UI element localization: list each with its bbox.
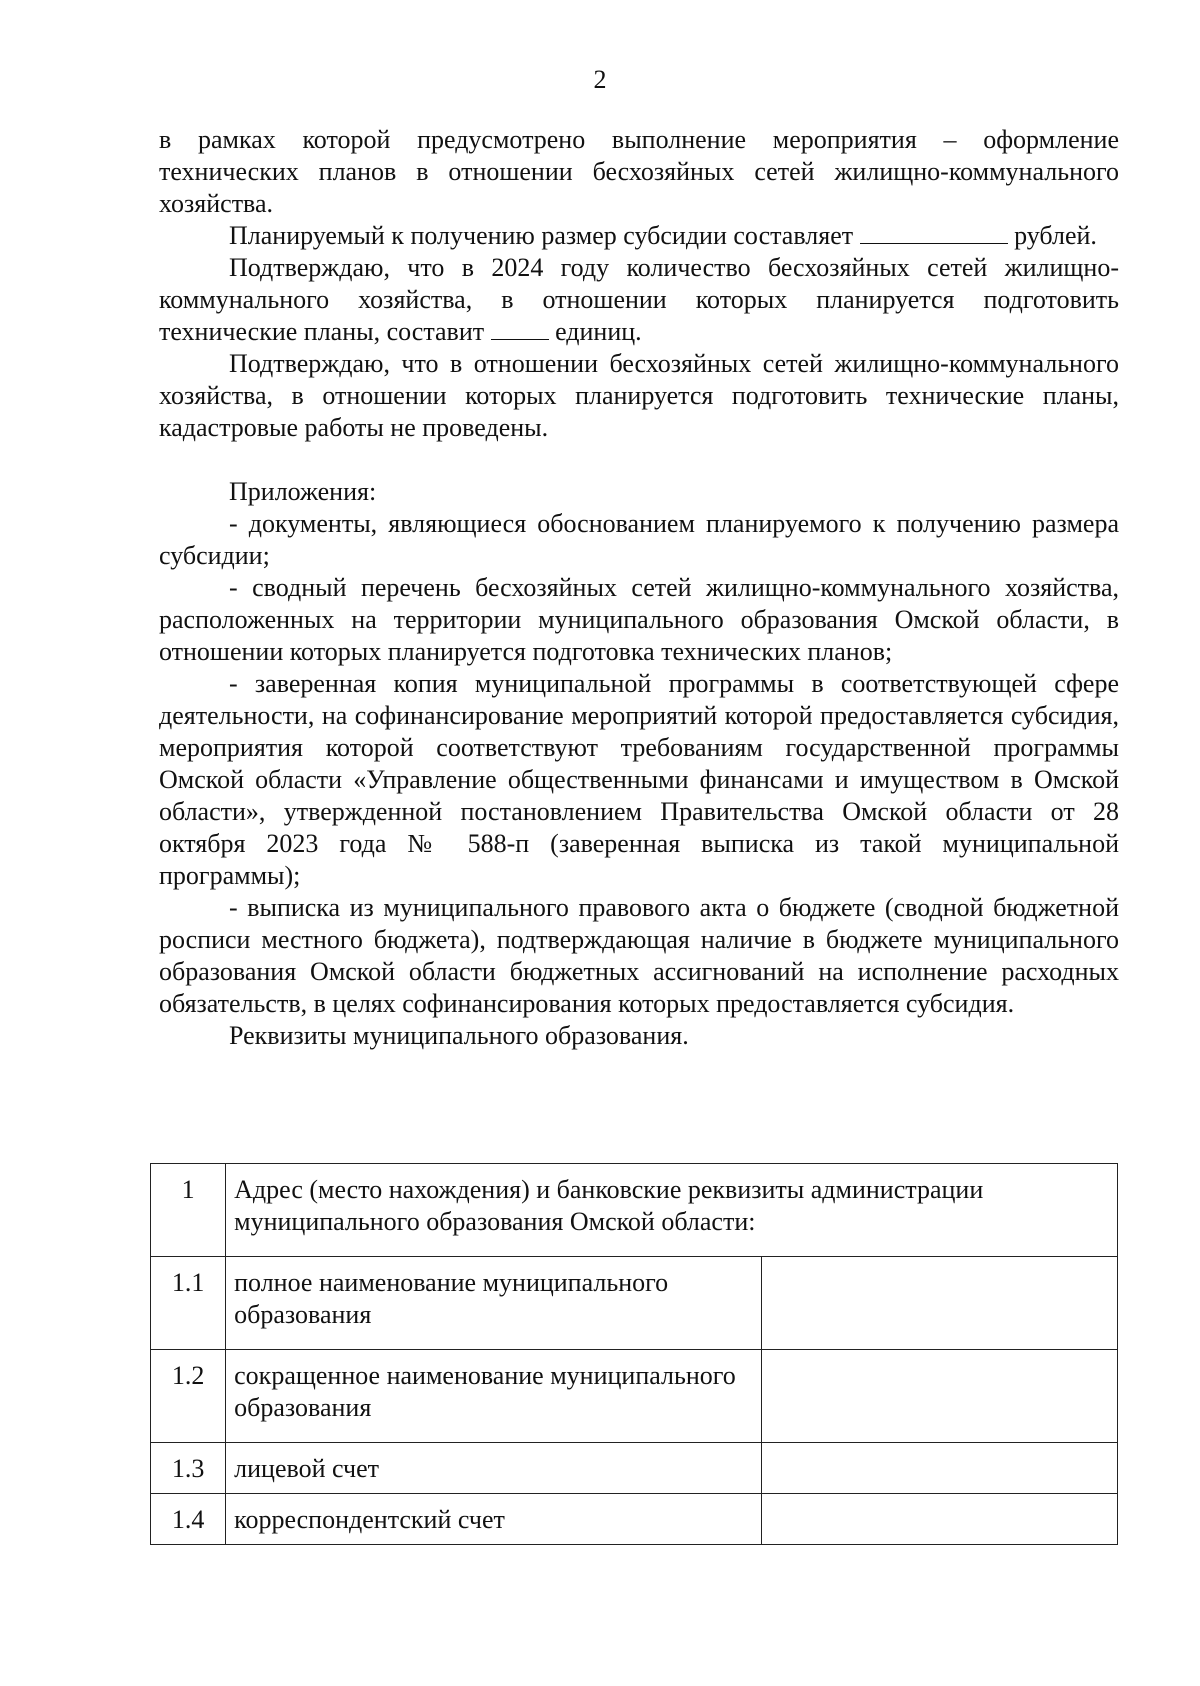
table-cell-label: лицевой счет <box>226 1443 762 1494</box>
table-cell-header-text: Адрес (место нахождения) и банковские реквизиты администрации муниципального образования Омской области: <box>226 1164 1118 1257</box>
page-number: 2 <box>593 65 607 94</box>
table-cell-label: корреспондентский счет <box>226 1494 762 1545</box>
attachments-heading: Приложения: <box>229 477 377 506</box>
subsidy-amount-unit: рублей. <box>1014 221 1097 250</box>
requisites-heading: Реквизиты муниципального образования. <box>229 1021 689 1050</box>
table-cell-value-short-name[interactable] <box>762 1350 1118 1443</box>
subsidy-amount-text: Планируемый к получению размер субсидии составляет <box>229 221 854 250</box>
attachment-item-justification: - документы, являющиеся обоснованием планируемого к получению размера субсидии; <box>159 509 1119 570</box>
paragraph-subsidy-amount <box>159 220 1119 252</box>
table-row <box>151 1257 1118 1350</box>
table-cell-label: сокращенное наименование муниципального образования <box>226 1350 762 1443</box>
table-cell-num: 1 <box>151 1164 226 1257</box>
table-cell-num: 1.1 <box>151 1257 226 1350</box>
table-row-header <box>151 1164 1118 1257</box>
table-row <box>151 1443 1118 1494</box>
table-cell-value-personal-account[interactable] <box>762 1443 1118 1494</box>
table-row <box>151 1494 1118 1545</box>
requisites-table <box>150 1163 1118 1545</box>
networks-count-text: Подтверждаю, что в 2024 году количество бесхозяйных сетей жилищно-коммунального хозяйства, в отношении которых планируется подготовить технические планы, составит <box>159 253 1119 346</box>
table-row <box>151 1350 1118 1443</box>
networks-count-unit: единиц. <box>555 317 642 346</box>
paragraph-program-continuation: в рамках которой предусмотрено выполнение мероприятия – оформление технических планов в отношении бесхозяйных сетей жилищно-коммунального хозяйства. <box>159 125 1119 218</box>
table-cell-num: 1.4 <box>151 1494 226 1545</box>
paragraph-cadastral-confirmation: Подтверждаю, что в отношении бесхозяйных сетей жилищно-коммунального хозяйства, в отношении которых планируется подготовить технические планы, кадастровые работы не проведены. <box>159 349 1119 442</box>
paragraph-spacer <box>159 444 1119 476</box>
subsidy-amount-blank-field[interactable] <box>860 221 1008 244</box>
attachment-item-network-list: - сводный перечень бесхозяйных сетей жилищно-коммунального хозяйства, расположенных на территории муниципального образования Омской области, в отношении которых планируется подготовка технических планов; <box>159 573 1119 666</box>
table-cell-value-correspondent-account[interactable] <box>762 1494 1118 1545</box>
table-cell-value-full-name[interactable] <box>762 1257 1118 1350</box>
table-cell-label: полное наименование муниципального образования <box>226 1257 762 1350</box>
paragraph-networks-count <box>159 252 1119 348</box>
table-cell-num: 1.2 <box>151 1350 226 1443</box>
attachment-item-program-copy: - заверенная копия муниципальной программы в соответствующей сфере деятельности, на софинансирование мероприятий которой предоставляется субсидия, мероприятия которой соответствуют требованиям государственной программы Омской области «Управление общественными финансами и имуществом в Омской области», утвержденной постановлением Правительства Омской области от 28 октября 2023 года № 588-п (заверенная выписка из такой муниципальной программы); <box>159 669 1119 890</box>
attachment-item-budget-extract: - выписка из муниципального правового акта о бюджете (сводной бюджетной росписи местного бюджета), подтверждающая наличие в бюджете муниципального образования Омской области бюджетных ассигнований на исполнение расходных обязательств, в целях софинансирования которых предоставляется субсидия. <box>159 893 1119 1018</box>
networks-count-blank-field[interactable] <box>491 317 549 340</box>
table-cell-num: 1.3 <box>151 1443 226 1494</box>
document-body <box>159 124 1119 1052</box>
